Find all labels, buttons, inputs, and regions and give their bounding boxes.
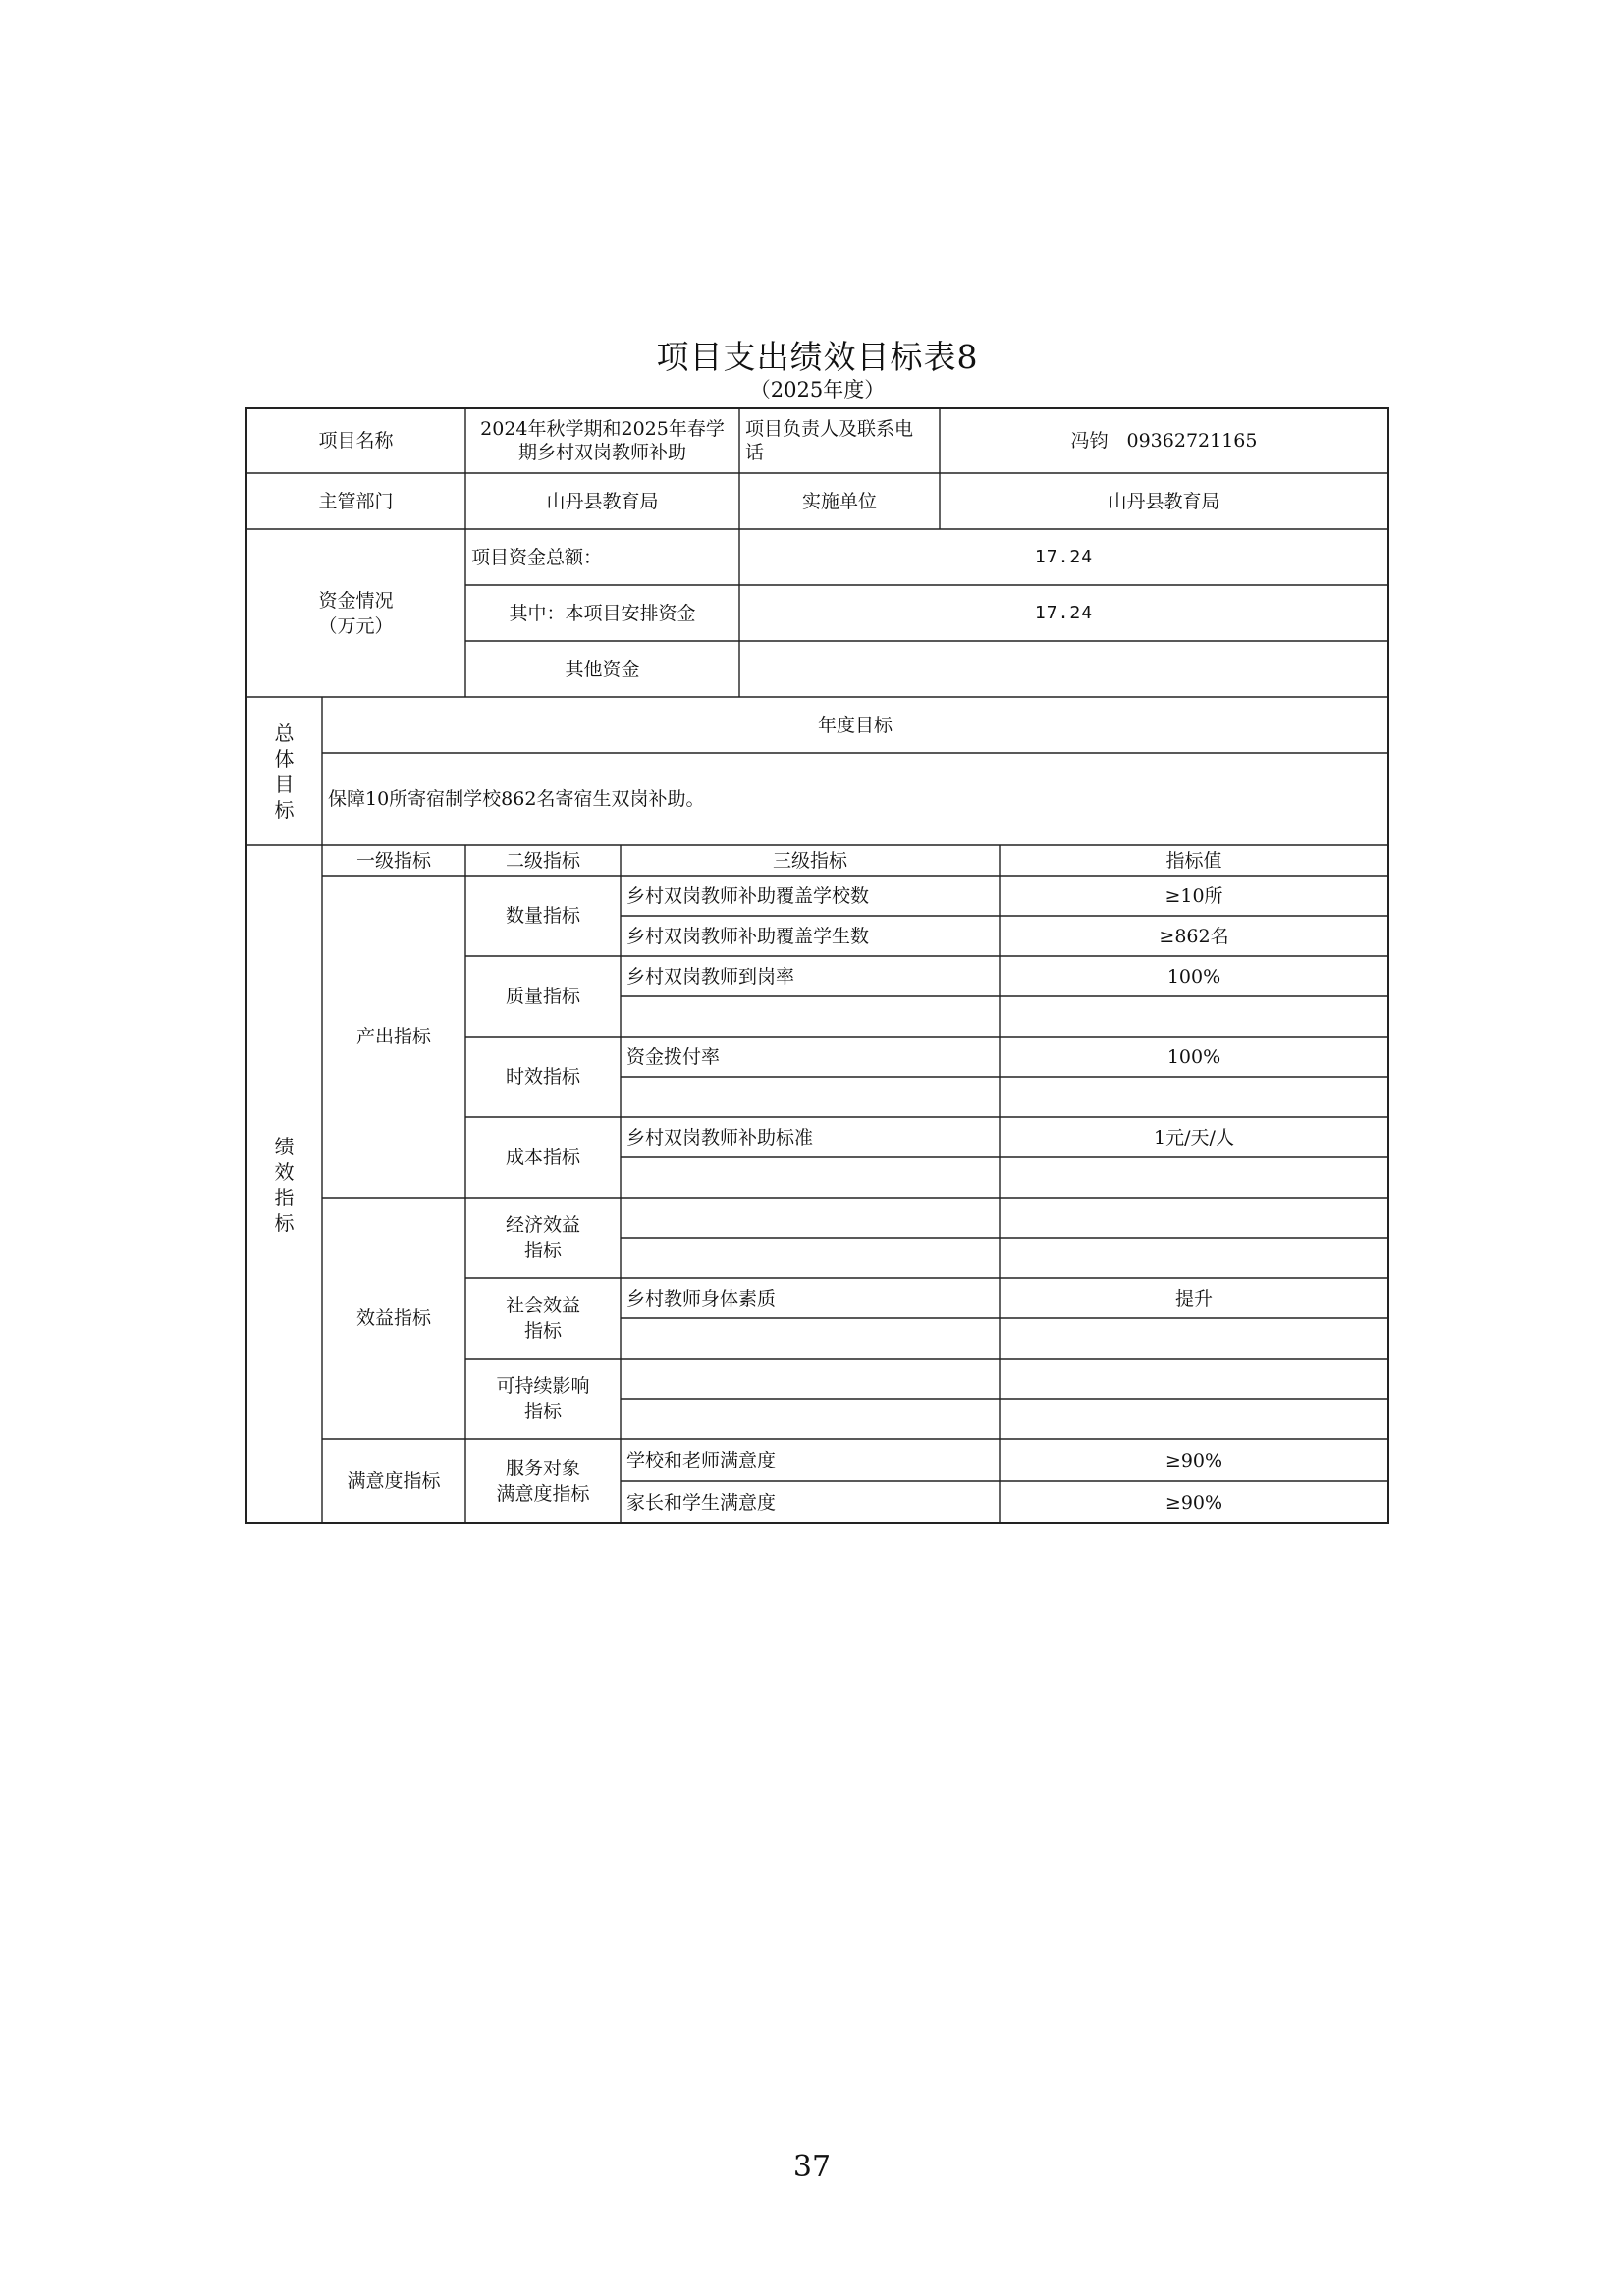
level1-satisfaction: 满意度指标 (347, 1470, 441, 1492)
indicator-value: 100% (1166, 1045, 1221, 1068)
level2-sustainable-line2: 指标 (523, 1401, 562, 1422)
level2-social (465, 1278, 621, 1359)
indicator-cell (621, 1157, 1000, 1198)
funds-label-line2: （万元） (318, 614, 394, 637)
level1-benefit: 效益指标 (355, 1308, 431, 1329)
indicator-cell (621, 996, 1000, 1037)
project-name-value (465, 408, 739, 473)
performance-char: 标 (274, 1210, 295, 1235)
overall-char: 体 (274, 746, 295, 771)
impl-label: 实施单位 (801, 490, 877, 512)
level2-social-line1: 社会效益 (505, 1295, 580, 1316)
indicator-value: ≥862名 (1159, 925, 1229, 947)
indicator-cell: 乡村双岗教师到岗率 (626, 965, 795, 988)
indicator-value: 100% (1166, 965, 1221, 988)
annual-target-text: 保障10所寄宿制学校862名寄宿生双岗补助。 (328, 788, 705, 810)
header-level1: 一级指标 (355, 849, 431, 872)
overall-char: 标 (274, 797, 295, 822)
level2-timeliness: 时效指标 (505, 1066, 580, 1088)
funds-other-label: 其他资金 (565, 658, 640, 680)
indicator-value: ≥10所 (1164, 884, 1223, 907)
indicator-value: 提升 (1174, 1287, 1213, 1309)
contact-label (739, 408, 940, 473)
project-name-value-line1: 2024年秋学期和2025年春学 (480, 418, 725, 440)
indicator-value (1000, 1359, 1388, 1399)
indicator-cell: 乡村双岗教师补助覆盖学生数 (626, 925, 870, 947)
level2-economic (465, 1198, 621, 1278)
funds-total-value: 17.24 (1034, 546, 1094, 567)
contact-label-line2: 话 (745, 442, 765, 463)
indicator-value (1000, 1077, 1388, 1117)
performance-char: 效 (274, 1159, 295, 1184)
level2-quantity: 数量指标 (505, 905, 580, 927)
level2-sustainable-line1: 可持续影响 (496, 1375, 590, 1397)
header-level2: 二级指标 (505, 849, 580, 872)
funds-arranged-label: 其中：本项目安排资金 (509, 602, 696, 624)
indicator-value: ≥90% (1164, 1449, 1223, 1471)
contact-label-line1: 项目负责人及联系电 (745, 418, 914, 440)
indicator-value: ≥90% (1164, 1491, 1223, 1514)
performance-char: 绩 (274, 1134, 295, 1158)
indicator-value (1000, 996, 1388, 1037)
funds-arranged-value: 17.24 (1034, 602, 1094, 623)
dept-label: 主管部门 (318, 490, 394, 512)
impl-value: 山丹县教育局 (1108, 490, 1220, 512)
contact-value: 冯钧 09362721165 (1070, 430, 1258, 452)
indicator-value (1000, 1198, 1388, 1238)
page-title: 项目支出绩效目标表8 (656, 338, 979, 376)
project-name-value-line2: 期乡村双岗教师补助 (517, 442, 686, 463)
funds-label-line1: 资金情况 (318, 589, 394, 612)
indicator-value (1000, 1157, 1388, 1198)
indicator-cell: 乡村教师身体素质 (626, 1287, 777, 1309)
indicator-value (1000, 1238, 1388, 1278)
indicator-cell: 资金拨付率 (626, 1045, 721, 1068)
funds-total-label: 项目资金总额： (471, 546, 603, 568)
project-name-label: 项目名称 (318, 430, 394, 452)
funds-label (246, 529, 465, 697)
indicator-cell: 乡村双岗教师补助标准 (626, 1126, 814, 1148)
indicator-cell (621, 1359, 1000, 1399)
page-number: 37 (792, 2150, 832, 2184)
level2-service-line2: 满意度指标 (496, 1483, 590, 1505)
header-value: 指标值 (1165, 849, 1222, 872)
overall-char: 总 (274, 721, 295, 745)
page-subtitle: （2025年度） (749, 378, 886, 401)
indicator-cell (621, 1238, 1000, 1278)
indicator-cell: 家长和学生满意度 (626, 1491, 777, 1514)
level2-social-line2: 指标 (523, 1320, 562, 1342)
indicator-cell (621, 1077, 1000, 1117)
indicator-cell (621, 1399, 1000, 1439)
annual-target-header: 年度目标 (817, 714, 893, 736)
indicator-value (1000, 1399, 1388, 1439)
indicator-value (1000, 1318, 1388, 1359)
level2-economic-line1: 经济效益 (505, 1214, 580, 1236)
level2-cost: 成本指标 (505, 1147, 580, 1168)
indicator-value: 1元/天/人 (1154, 1126, 1234, 1148)
level2-quality: 质量指标 (505, 986, 580, 1007)
performance-char: 指 (274, 1185, 295, 1209)
indicator-cell: 学校和老师满意度 (626, 1449, 777, 1471)
overall-char: 目 (274, 772, 295, 796)
dept-value: 山丹县教育局 (546, 490, 659, 512)
header-level3: 三级指标 (772, 849, 847, 872)
performance-label (246, 845, 322, 1523)
level1-output: 产出指标 (355, 1026, 431, 1047)
level2-sustainable (465, 1359, 621, 1439)
level2-economic-line2: 指标 (523, 1240, 562, 1261)
indicator-cell (621, 1318, 1000, 1359)
indicator-cell: 乡村双岗教师补助覆盖学校数 (626, 884, 870, 907)
level2-service (465, 1439, 621, 1523)
indicator-cell (621, 1198, 1000, 1238)
overall-target-label (246, 697, 322, 845)
level2-service-line1: 服务对象 (505, 1458, 580, 1479)
funds-other-value (739, 641, 1388, 697)
